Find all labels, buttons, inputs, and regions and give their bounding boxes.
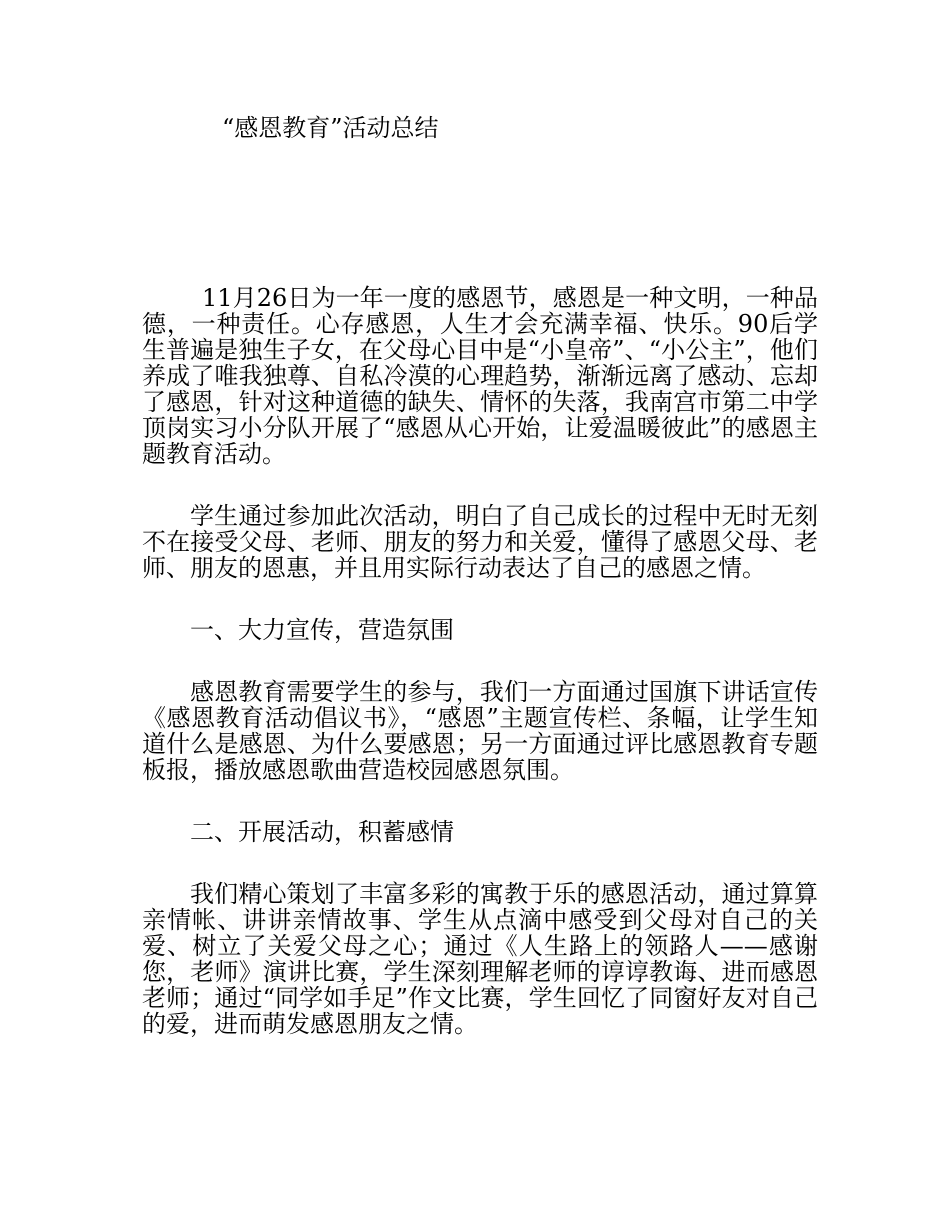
paragraph-intro: 11月26日为一年一度的感恩节，感恩是一种文明，一种品德，一种责任。心存感恩，人生才会充满幸福、快乐。90后学生普遍是独生子女，在父母心目中是“小皇帝”、“小公主”，他们养成了唯我独尊、自私冷漠的心理趋势，渐渐远离了感动、忘却了感恩，针对这种道德的缺失、情怀的失落，我南宫市第二中学顶岗实习小分队开展了“感恩从心开始，让爱温暖彼此”的感恩主题教育活动。 xyxy=(142,284,818,468)
paragraph-gap xyxy=(142,783,818,819)
section-heading-2: 二、开展活动，积蓄感情 xyxy=(190,818,454,846)
paragraph-gap xyxy=(142,845,818,881)
paragraph-gap xyxy=(142,581,818,617)
section-heading-1: 一、大力宣传，营造氛围 xyxy=(190,616,454,644)
document-body xyxy=(142,285,818,1037)
paragraph-outcome: 学生通过参加此次活动，明白了自己成长的过程中无时无刻不在接受父母、老师、朋友的努力和关爱，懂得了感恩父母、老师、朋友的恩惠，并且用实际行动表达了自己的感恩之情。 xyxy=(142,502,818,582)
paragraph-section-2: 我们精心策划了丰富多彩的寓教于乐的感恩活动，通过算算亲情帐、讲讲亲情故事、学生从点滴中感受到父母对自己的关爱、树立了关爱父母之心；通过《人生路上的领路人——感谢您，老师》演讲比赛，学生深刻理解老师的谆谆教诲、进而感恩老师；通过“同学如手足”作文比赛，学生回忆了同窗好友对自己的爱，进而萌发感恩朋友之情。 xyxy=(142,880,818,1038)
document-title: “感恩教育”活动总结 xyxy=(222,114,439,142)
paragraph-section-1: 感恩教育需要学生的参与，我们一方面通过国旗下讲话宣传《感恩教育活动倡议书》，“感恩”主题宣传栏、条幅，让学生知道什么是感恩、为什么要感恩；另一方面通过评比感恩教育专题板报，播放感恩歌曲营造校园感恩氛围。 xyxy=(142,678,818,784)
paragraph-gap xyxy=(142,467,818,503)
paragraph-gap xyxy=(142,643,818,679)
